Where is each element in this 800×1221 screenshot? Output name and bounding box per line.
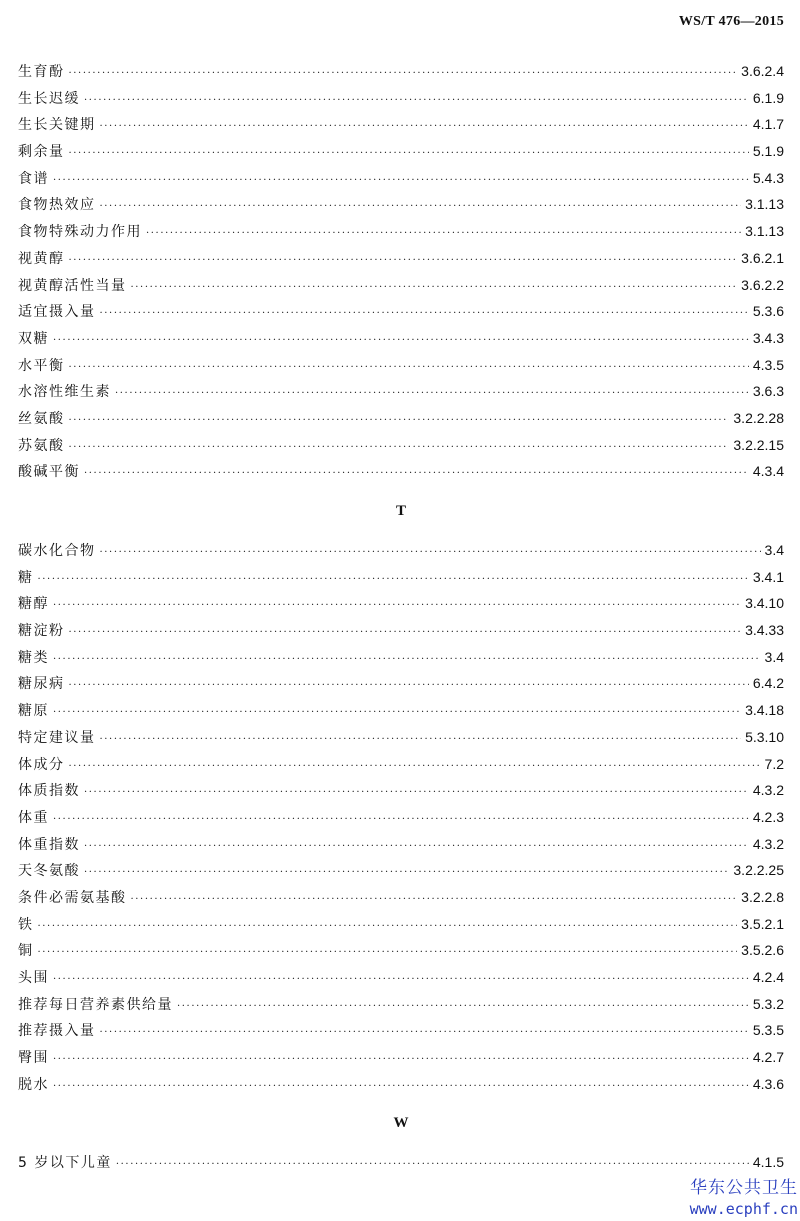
index-term: 推荐每日营养素供给量: [18, 996, 173, 1013]
dot-leader: [115, 381, 749, 408]
index-entry: [18, 111, 784, 138]
index-entry: [18, 245, 784, 272]
index-term: 铜: [18, 943, 34, 960]
dot-leader: [69, 248, 738, 275]
index-term: 水平衡: [18, 357, 65, 374]
dot-leader: [69, 355, 749, 382]
index-ref: 4.2.7: [752, 1049, 784, 1066]
index-term: 生长关键期: [18, 117, 96, 134]
index-term: 糖尿病: [18, 676, 65, 693]
index-entry: [18, 751, 784, 778]
index-term: 天冬氨酸: [18, 863, 80, 880]
index-ref: 3.6.3: [752, 383, 784, 400]
index-entry: [18, 58, 784, 85]
dot-leader: [100, 727, 742, 754]
dot-leader: [84, 860, 729, 887]
index-term: 食物特殊动力作用: [18, 224, 142, 241]
dot-leader: [84, 88, 749, 115]
index-term: 糖类: [18, 649, 49, 666]
index-ref: 5.3.5: [752, 1022, 784, 1039]
index-entry: [18, 218, 784, 245]
index-entry: [18, 617, 784, 644]
index-ref: 3.4: [764, 648, 784, 665]
index-entry: [18, 432, 784, 459]
index-entry: [18, 564, 784, 591]
dot-leader: [84, 780, 749, 807]
index-entry: [18, 911, 784, 938]
index-ref: 4.2.4: [752, 969, 784, 985]
index-term: 生长迟缓: [18, 90, 80, 107]
dot-leader: [146, 221, 741, 248]
index-entry: [18, 537, 784, 564]
index-term: 糖: [18, 569, 34, 586]
section-letter-w: W: [393, 1115, 409, 1132]
dot-leader: [53, 328, 749, 355]
dot-leader: [38, 567, 749, 594]
index-term: 双糖: [18, 330, 49, 347]
index-ref: 5.3.2: [752, 995, 784, 1012]
index-ref: 4.3.2: [752, 835, 784, 852]
index-entry: [18, 1017, 784, 1044]
index-term: 适宜摄入量: [18, 304, 96, 321]
index-term: 条件必需氨基酸: [18, 889, 127, 906]
dot-leader: [84, 834, 749, 861]
dot-leader: [53, 1047, 749, 1074]
index-term: 丝氨酸: [18, 410, 65, 427]
index-ref: 3.4.10: [745, 595, 784, 612]
index-ref: 3.5.2.6: [741, 942, 784, 959]
dot-leader: [131, 887, 738, 914]
index-term: 臀围: [18, 1050, 49, 1067]
index-ref: 3.4.3: [752, 329, 784, 346]
dot-leader: [69, 141, 749, 168]
dot-leader: [116, 1152, 749, 1179]
index-term: 食谱: [18, 170, 49, 187]
dot-leader: [100, 114, 749, 141]
dot-leader: [69, 620, 742, 647]
index-entry: [18, 670, 784, 697]
index-term: 5 岁以下儿童: [18, 1155, 112, 1172]
index-ref: 4.1.5: [752, 1154, 784, 1171]
index-entry: [18, 804, 784, 831]
dot-leader: [38, 914, 738, 941]
index-ref: 3.5.2.1: [741, 915, 784, 932]
index-ref: 3.6.2.4: [741, 63, 784, 79]
index-entry: [18, 138, 784, 165]
index-entry: [18, 964, 784, 991]
dot-leader: [53, 647, 761, 674]
index-entry: [18, 777, 784, 804]
index-entry: [18, 991, 784, 1018]
index-term: 体重: [18, 809, 49, 826]
index-term: 生育酚: [18, 64, 65, 80]
section-letter-t: T: [395, 503, 406, 519]
dot-leader: [38, 940, 738, 967]
index-term: 脱水: [18, 1076, 49, 1093]
index-ref: 4.3.2: [752, 782, 784, 799]
index-term: 体成分: [18, 756, 65, 773]
index-ref: 3.6.2.1: [741, 249, 784, 266]
dot-leader: [69, 61, 738, 88]
index-list: [18, 58, 784, 1176]
standard-code-header: WS/T 476—2015: [678, 14, 784, 29]
index-entry: [18, 831, 784, 858]
dot-leader: [53, 168, 749, 195]
index-ref: 5.1.9: [752, 143, 784, 160]
index-entry: [18, 724, 784, 751]
index-term: 酸碱平衡: [18, 464, 80, 481]
index-entry: [18, 1071, 784, 1098]
index-entry: [18, 405, 784, 432]
index-term: 体重指数: [18, 836, 80, 853]
dot-leader: [69, 408, 730, 435]
index-term: 苏氨酸: [18, 437, 65, 454]
dot-leader: [53, 807, 749, 834]
dot-leader: [69, 435, 730, 462]
index-ref: 3.2.2.8: [741, 888, 784, 905]
index-ref: 4.2.3: [752, 808, 784, 825]
index-ref: 6.4.2: [752, 675, 784, 692]
index-term: 推荐摄入量: [18, 1023, 96, 1040]
index-term: 视黄醇: [18, 250, 65, 267]
index-entry: [18, 325, 784, 352]
index-ref: 6.1.9: [752, 89, 784, 106]
watermark: [690, 1177, 798, 1219]
index-entry: [18, 298, 784, 325]
dot-leader: [177, 994, 749, 1021]
index-entry: [18, 644, 784, 671]
dot-leader: [100, 540, 761, 567]
watermark-name: 华东公共卫生: [690, 1178, 798, 1198]
index-ref: 3.6.2.2: [741, 276, 784, 293]
dot-leader: [69, 754, 761, 781]
dot-leader: [100, 301, 749, 328]
index-term: 糖淀粉: [18, 623, 65, 640]
index-ref: 3.1.13: [745, 196, 784, 213]
index-entry: [18, 937, 784, 964]
index-entry: [18, 1149, 784, 1176]
index-term: 碳水化合物: [18, 543, 96, 559]
index-entry: [18, 191, 784, 218]
dot-leader: [69, 673, 749, 700]
dot-leader: [131, 275, 738, 302]
index-term: 体质指数: [18, 783, 80, 800]
dot-leader: [53, 700, 741, 727]
index-entry: [18, 85, 784, 112]
index-ref: 3.2.2.28: [733, 409, 784, 426]
index-entry: [18, 165, 784, 192]
index-ref: 3.4.1: [752, 568, 784, 585]
index-ref: 4.1.7: [752, 116, 784, 133]
index-entry: [18, 352, 784, 379]
index-term: 糖醇: [18, 596, 49, 613]
index-term: 糖原: [18, 703, 49, 720]
dot-leader: [53, 967, 749, 994]
index-entry: [18, 590, 784, 617]
dot-leader: [100, 1020, 749, 1047]
index-ref: 7.2: [764, 755, 784, 772]
watermark-url: www.ecphf.cn: [689, 1200, 798, 1218]
index-ref: 5.4.3: [752, 169, 784, 186]
index-ref: 3.2.2.25: [733, 862, 784, 879]
index-ref: 4.3.4: [752, 463, 784, 480]
index-ref: 4.3.6: [752, 1075, 784, 1092]
index-term: 铁: [18, 916, 34, 933]
index-term: 水溶性维生素: [18, 384, 111, 401]
index-entry: [18, 458, 784, 485]
index-entry: [18, 272, 784, 299]
index-entry: [18, 378, 784, 405]
index-term: 视黄醇活性当量: [18, 277, 127, 294]
index-entry: [18, 1044, 784, 1071]
index-ref: 5.3.6: [752, 303, 784, 320]
dot-leader: [53, 593, 741, 620]
dot-leader: [53, 1074, 749, 1101]
dot-leader: [84, 461, 749, 488]
index-ref: 3.4.18: [745, 702, 784, 719]
index-term: 剩余量: [18, 144, 65, 161]
index-term: 头围: [18, 970, 49, 986]
index-ref: 5.3.10: [745, 728, 784, 745]
index-ref: 3.4.33: [745, 622, 784, 639]
index-entry: [18, 857, 784, 884]
index-ref: 4.3.5: [752, 356, 784, 373]
index-entry: [18, 884, 784, 911]
index-ref: 3.2.2.15: [733, 436, 784, 453]
index-term: 特定建议量: [18, 729, 96, 746]
dot-leader: [100, 194, 742, 221]
index-term: 食物热效应: [18, 197, 96, 214]
index-ref: 3.4: [764, 542, 784, 558]
index-ref: 3.1.13: [745, 223, 784, 240]
index-entry: [18, 697, 784, 724]
